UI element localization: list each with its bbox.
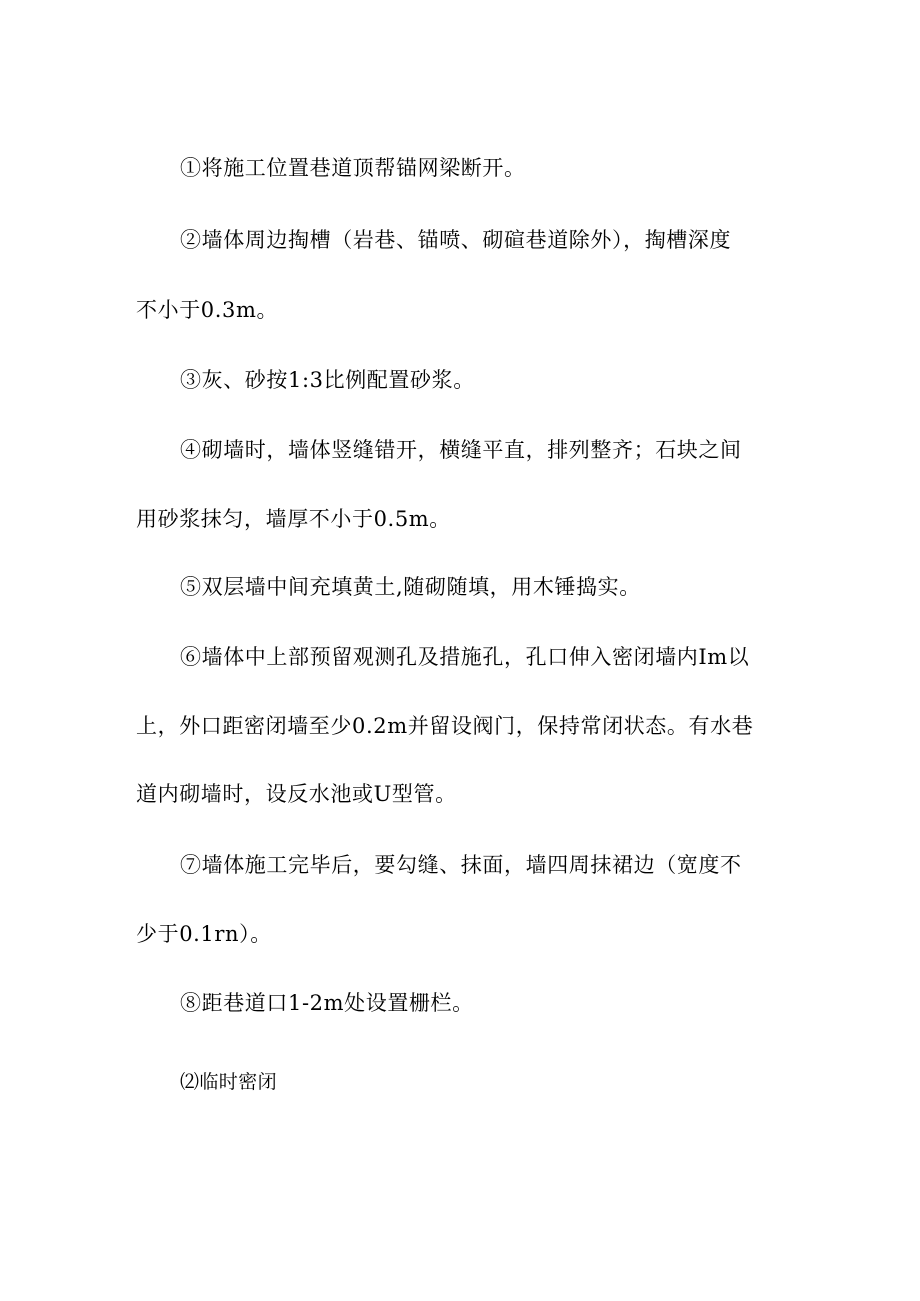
step-2-line-2: 不小于0.3m。 <box>136 298 279 322</box>
section-heading-temporary-seal: ⑵临时密闭 <box>180 1071 278 1093</box>
step-6-line-1: ⑥墙体中上部预留观测孔及措施孔，孔口伸入密闭墙内Im以 <box>180 645 750 669</box>
step-1-line: ①将施工位置巷道顶帮锚网梁断开。 <box>180 156 526 180</box>
step-3-line: ③灰、砂按1:3比例配置砂浆。 <box>180 368 475 392</box>
step-2-line-1: ②墙体周边掏槽（岩巷、锚喷、砌碹巷道除外），掏槽深度 <box>180 228 732 252</box>
step-7-line-1: ⑦墙体施工完毕后，要勾缝、抹面，墙四周抹裙边（宽度不 <box>180 853 742 877</box>
step-6-line-3: 道内砌墙时，设反水池或U型管。 <box>136 782 457 806</box>
step-4-line-1: ④砌墙时，墙体竖缝错开，横缝平直，排列整齐；石块之间 <box>180 438 742 462</box>
step-7-line-2: 少于0.1rn）。 <box>136 922 272 946</box>
step-6-line-2: 上，外口距密闭墙至少0.2m并留设阀门，保持常闭状态。有水巷 <box>136 714 754 738</box>
step-8-line: ⑧距巷道口1-2m处设置栅栏。 <box>180 991 474 1015</box>
step-5-line: ⑤双层墙中间充填黄土,随砌随填，用木锤捣实。 <box>180 575 641 599</box>
step-4-line-2: 用砂浆抹匀，墙厚不小于0.5m。 <box>136 507 451 531</box>
